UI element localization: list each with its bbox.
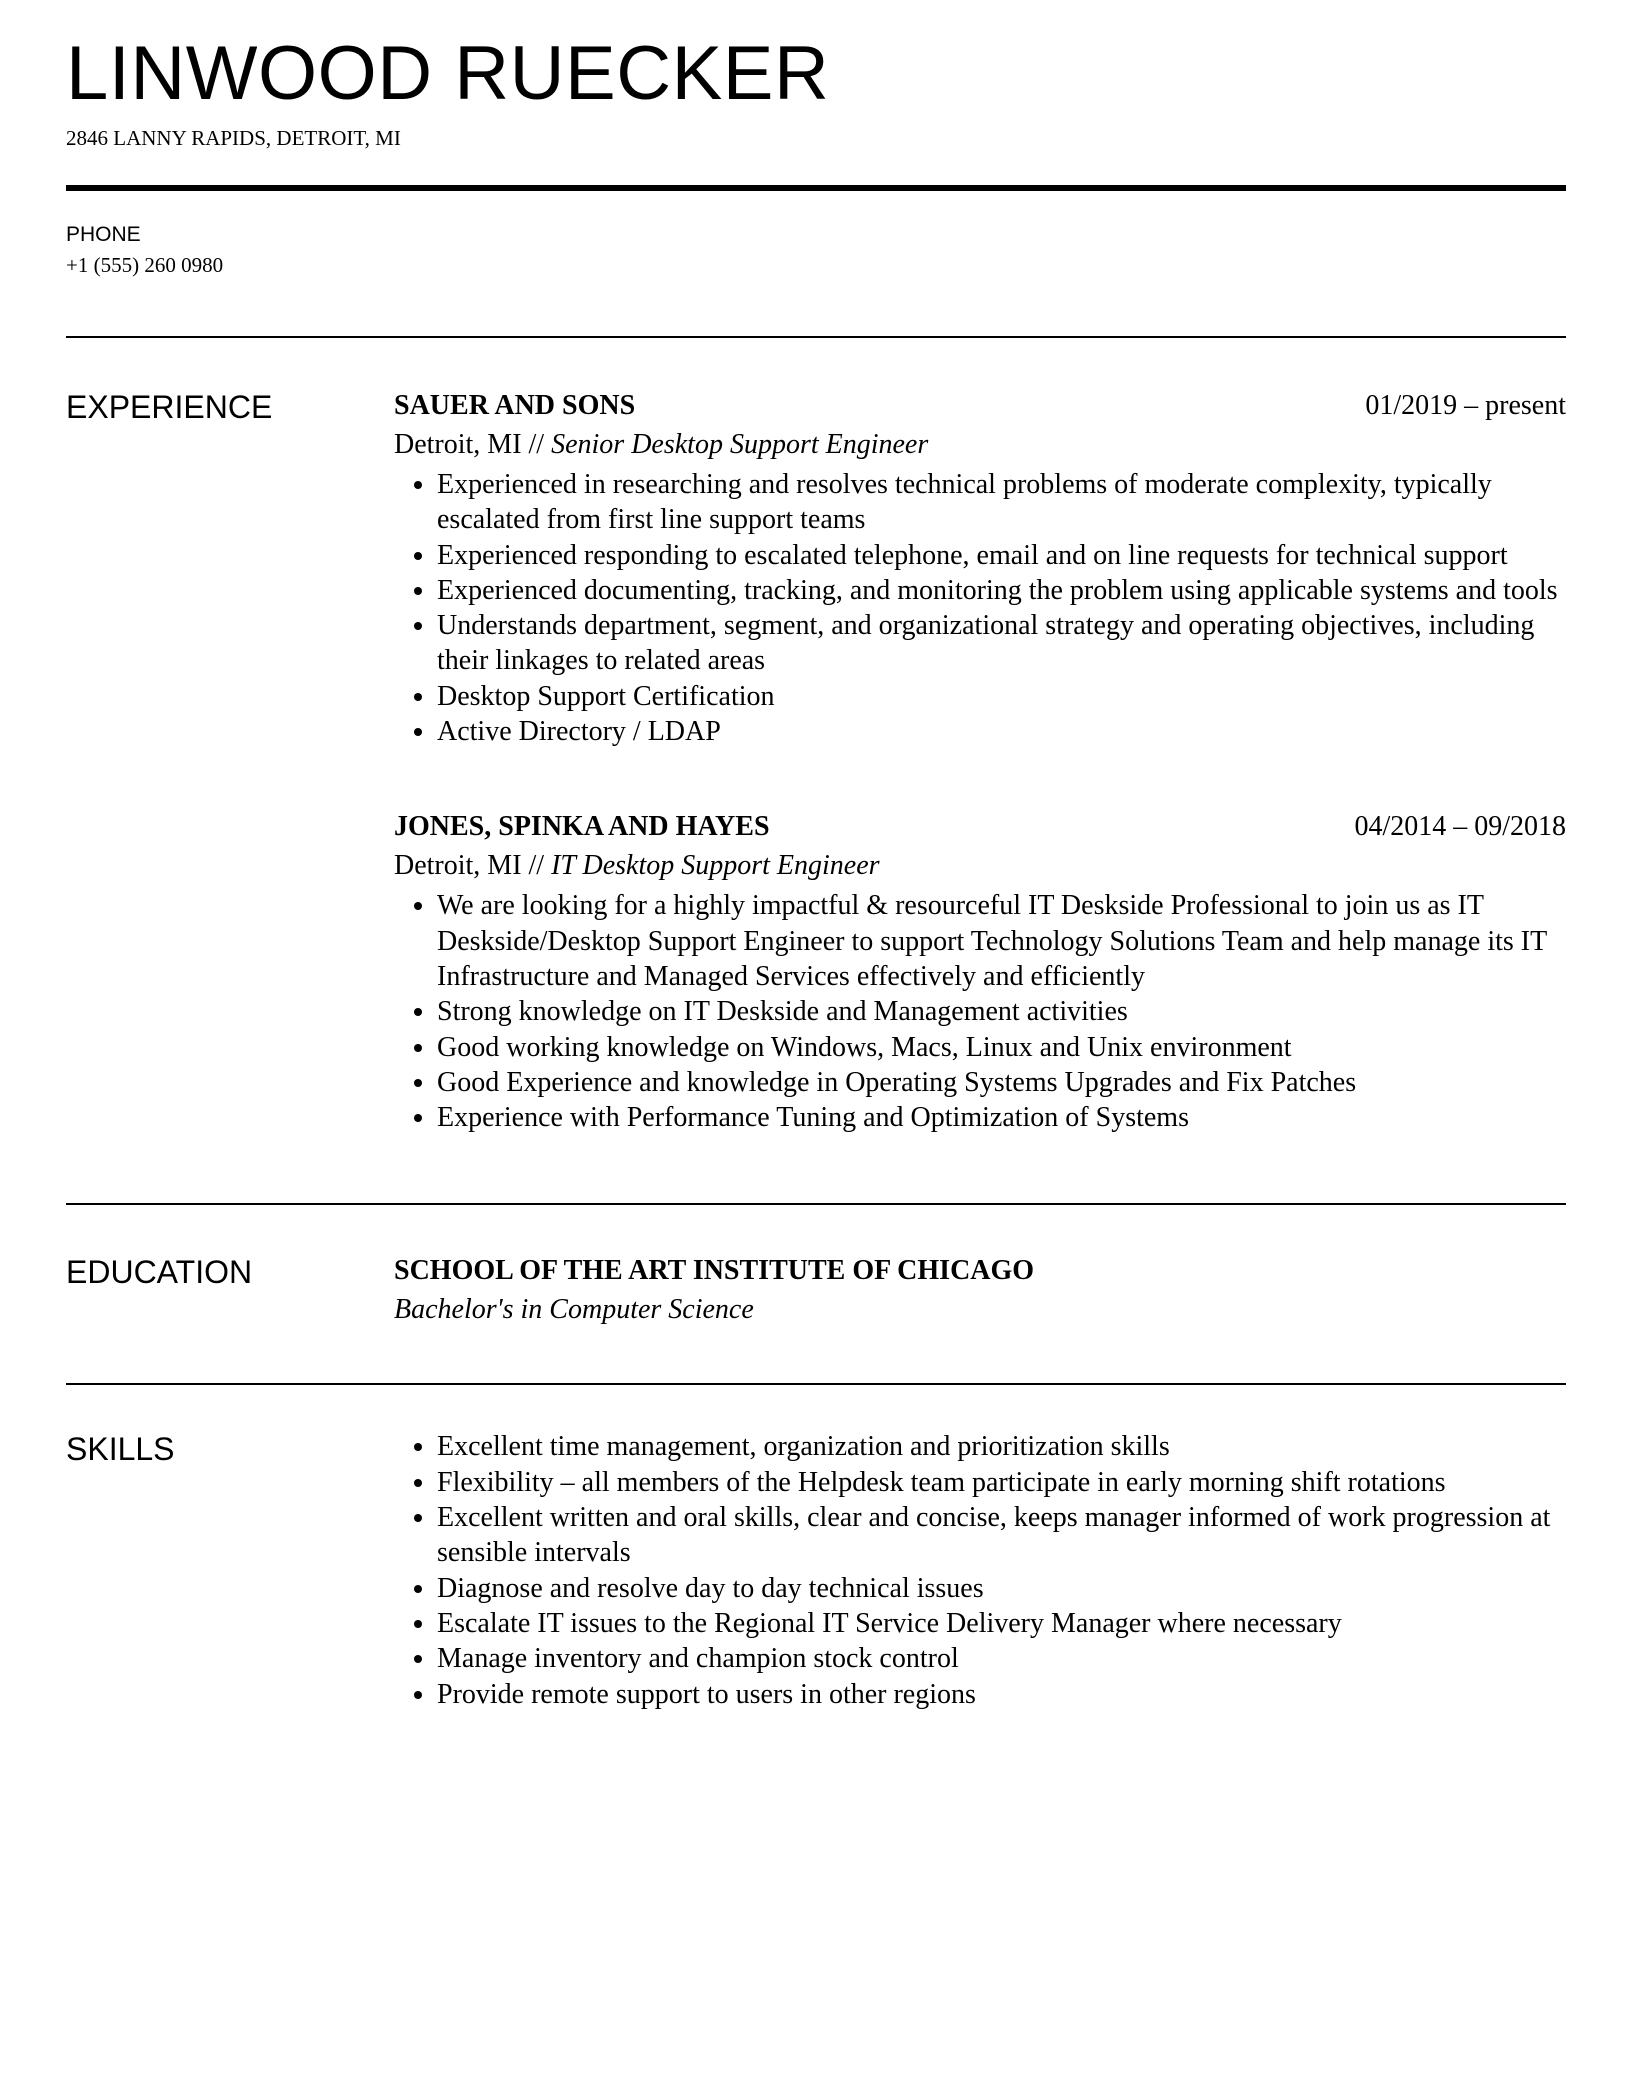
job-subtitle (394, 846, 1566, 886)
skills-body (394, 1429, 1566, 1711)
job-header (394, 387, 1566, 425)
list-item: • Good working knowledge on Windows, Macs, Linux and Unix environment (437, 1030, 1566, 1065)
job-separator: // (528, 850, 545, 882)
list-item: • Good Experience and knowledge in Operating Systems Upgrades and Fix Patches (437, 1065, 1566, 1100)
list-item: • Active Directory / LDAP (437, 714, 1566, 749)
experience-section (66, 387, 1566, 1135)
job-location: Detroit, MI (394, 850, 522, 882)
list-item: • Understands department, segment, and organizational strategy and operating objectives, including their linkages to related areas (437, 608, 1566, 679)
candidate-name: LINWOOD RUECKER (66, 31, 830, 116)
list-item: • Excellent written and oral skills, clear and concise, keeps manager informed of work progression at sensible intervals (437, 1500, 1566, 1571)
skills-section (66, 1429, 1566, 1711)
list-item: • Flexibility – all members of the Helpdesk team participate in early morning shift rotations (437, 1465, 1566, 1500)
job-dates: 01/2019 – present (1365, 390, 1566, 421)
school-name: SCHOOL OF THE ART INSTITUTE OF CHICAGO (394, 1255, 1035, 1287)
list-item: • We are looking for a highly impactful & resourceful IT Deskside Professional to join us as IT Deskside/Desktop Support Engineer to support Technology Solutions Team and help manage its IT Infrastructure and Managed Services effectively and efficiently (437, 888, 1566, 994)
list-item: • Excellent time management, organization and prioritization skills (437, 1429, 1566, 1464)
skills-bullet-list (394, 1429, 1566, 1711)
list-item: • Diagnose and resolve day to day technical issues (437, 1571, 1566, 1606)
list-item: • Desktop Support Certification (437, 679, 1566, 714)
list-item: • Manage inventory and champion stock control (437, 1641, 1566, 1676)
education-divider (66, 1383, 1566, 1385)
contact-divider (66, 336, 1566, 338)
education-body (394, 1252, 1566, 1330)
education-section (66, 1252, 1566, 1330)
job-subtitle (394, 425, 1566, 465)
job-employer: SAUER AND SONS (394, 390, 636, 421)
job-header (394, 808, 1566, 846)
list-item: • Experienced in researching and resolves technical problems of moderate complexity, typically escalated from first line support teams (437, 467, 1566, 538)
job-dates: 04/2014 – 09/2018 (1354, 811, 1566, 843)
phone-value: +1 (555) 260 0980 (66, 253, 224, 277)
experience-heading: EXPERIENCE (66, 389, 273, 425)
phone-label: PHONE (66, 223, 141, 246)
list-item: • Experience with Performance Tuning and Optimization of Systems (437, 1100, 1566, 1135)
job-separator: // (528, 429, 545, 460)
candidate-address: 2846 LANNY RAPIDS, DETROIT, MI (66, 126, 401, 150)
job-entry (394, 808, 1566, 1135)
list-item: • Provide remote support to users in other regions (437, 1677, 1566, 1712)
job-title: IT Desktop Support Engineer (551, 850, 880, 882)
experience-body (394, 387, 1566, 1135)
skills-heading: SKILLS (66, 1431, 175, 1468)
job-entry (394, 387, 1566, 749)
education-heading: EDUCATION (66, 1254, 253, 1291)
header-divider (66, 185, 1566, 191)
job-bullet-list (394, 467, 1566, 749)
list-item: • Strong knowledge on IT Deskside and Management activities (437, 994, 1566, 1029)
list-item: • Experienced responding to escalated telephone, email and on line requests for technical support (437, 538, 1566, 573)
job-location: Detroit, MI (394, 429, 522, 460)
job-bullet-list (394, 888, 1566, 1135)
degree: Bachelor's in Computer Science (394, 1294, 754, 1326)
experience-divider (66, 1203, 1566, 1205)
list-item: • Escalate IT issues to the Regional IT Service Delivery Manager where necessary (437, 1606, 1566, 1641)
job-employer: JONES, SPINKA AND HAYES (394, 811, 770, 843)
list-item: • Experienced documenting, tracking, and monitoring the problem using applicable systems and tools (437, 573, 1566, 608)
job-title: Senior Desktop Support Engineer (551, 429, 929, 460)
